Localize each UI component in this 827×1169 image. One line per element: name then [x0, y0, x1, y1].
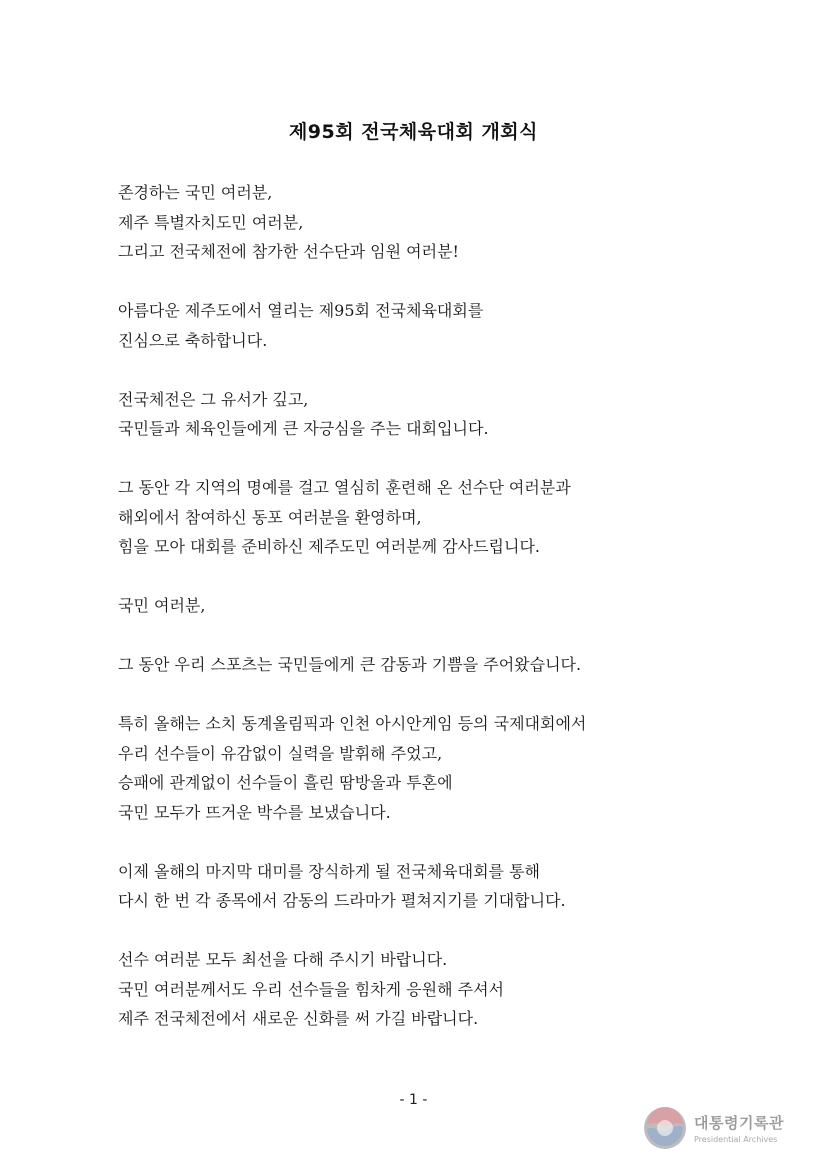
- paragraph: [118, 473, 758, 562]
- text-line: 국민 여러분,: [118, 596, 206, 615]
- text-line: 그리고 전국체전에 참가한 선수단과 임원 여러분!: [118, 242, 459, 261]
- text-line: 아름다운 제주도에서 열리는 제95회 전국체육대회를: [118, 301, 484, 320]
- archives-name: [694, 1112, 784, 1144]
- archives-name-ko: 대통령기록관: [694, 1114, 784, 1132]
- logo-center: [657, 1120, 673, 1136]
- text-line: 그 동안 우리 스포츠는 국민들에게 큰 감동과 기쁨을 주어왔습니다.: [118, 655, 582, 674]
- text-line: 존경하는 국민 여러분,: [118, 183, 273, 202]
- text-line: 제주 전국체전에서 새로운 신화를 써 가길 바랍니다.: [118, 1009, 479, 1028]
- archives-name-en: Presidential Archives: [694, 1135, 778, 1144]
- text-line: 다시 한 번 각 종목에서 감동의 드라마가 펼쳐지기를 기대합니다.: [118, 891, 566, 910]
- text-line: 선수 여러분 모두 최선을 다해 주시기 바랍니다.: [118, 950, 448, 969]
- text-line: 특히 올해는 소치 동계올림픽과 인천 아시안게임 등의 국제대회에서: [118, 714, 587, 733]
- text-line: 국민 모두가 뜨거운 박수를 보냈습니다.: [118, 802, 391, 822]
- paragraph: [118, 591, 758, 621]
- paragraph: [118, 945, 758, 1034]
- paragraph: [118, 178, 758, 267]
- archives-watermark: [642, 1104, 812, 1152]
- paragraph: [118, 857, 758, 916]
- page-number: - 1 -: [399, 1092, 428, 1108]
- paragraph: [118, 296, 758, 355]
- document-body: [118, 178, 758, 1063]
- paragraph: [118, 650, 758, 680]
- document-title: 제95회 전국체육대회 개회식: [288, 121, 539, 143]
- text-line: 해외에서 참여하신 동포 여러분을 환영하며,: [118, 507, 422, 527]
- text-line: 그 동안 각 지역의 명예를 걸고 열심히 훈련해 온 선수단 여러분과: [118, 478, 571, 497]
- paragraph: [118, 385, 758, 444]
- text-line: 우리 선수들이 유감없이 실력을 발휘해 주었고,: [118, 743, 443, 763]
- text-line: 이제 올해의 마지막 대미를 장식하게 될 전국체육대회를 통해: [118, 861, 541, 881]
- text-line: 전국체전은 그 유서가 깊고,: [118, 389, 309, 409]
- text-line: 국민 여러분께서도 우리 선수들을 힘차게 응원해 주셔서: [118, 979, 505, 999]
- text-line: 승패에 관계없이 선수들이 흘린 땀방울과 투혼에: [118, 773, 453, 792]
- text-line: 힘을 모아 대회를 준비하신 제주도민 여러분께 감사드립니다.: [118, 537, 541, 556]
- text-line: 국민들과 체육인들에게 큰 자긍심을 주는 대회입니다.: [118, 419, 489, 438]
- paragraph: [118, 709, 758, 827]
- text-line: 진심으로 축하합니다.: [118, 330, 268, 350]
- archives-logo-icon: [642, 1105, 688, 1151]
- text-line: 제주 특별자치도민 여러분,: [118, 212, 304, 232]
